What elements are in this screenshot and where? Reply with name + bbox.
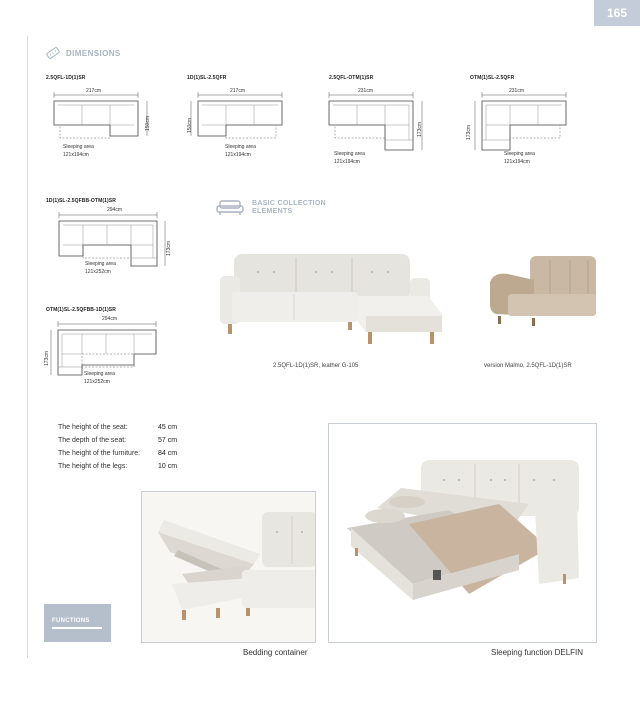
sleeping-area-size: 121x194cm [334, 159, 360, 165]
spec-value: 45 cm [158, 424, 178, 431]
functions-label: FUNCTIONS [52, 617, 90, 624]
sleeping-area-text: Sleeping area [84, 371, 115, 377]
sleeping-area-label [334, 150, 365, 166]
dimension-depth: 150cm [145, 115, 151, 131]
malmo-sofa-photo [488, 254, 596, 334]
sleeping-area-label [63, 143, 94, 159]
spec-label: The height of the seat: [58, 424, 128, 431]
sleeping-area-size: 121x194cm [225, 152, 251, 158]
diagram-1d1sl-2-5qfbb-otm1sr [55, 208, 180, 288]
bedding-container-image [142, 492, 315, 642]
diagram-title: 1D(1)SL-2.5QFBB-OTM(1)SR [46, 198, 116, 204]
page-number: 165 [594, 0, 640, 26]
sleeping-area-size: 121x194cm [63, 152, 89, 158]
diagram-title: 2.5QFL-OTM(1)SR [329, 75, 374, 81]
dimension-depth: 173cm [166, 240, 172, 256]
spec-value: 10 cm [158, 463, 178, 470]
basic-collection-header [216, 199, 326, 217]
dimension-width: 294cm [107, 207, 123, 213]
corner-sofa-photo [218, 250, 444, 358]
sleeping-area-label [84, 370, 115, 386]
sleeping-area-label [225, 143, 256, 159]
spec-label: The height of the legs: [58, 463, 128, 470]
diagram-title: OTM(1)SL-2.5QFR [470, 75, 515, 81]
bedding-container-photo [141, 491, 316, 643]
dimension-depth: 173cm [44, 350, 50, 366]
caption-sleeping: Sleeping function DELFIN [491, 648, 584, 657]
dimension-depth: 173cm [466, 124, 472, 140]
sleeping-area-text: Sleeping area [504, 151, 535, 157]
spec-row [58, 434, 177, 447]
spec-row [58, 460, 177, 473]
dimension-width: 294cm [102, 316, 118, 322]
basic-collection-line1: BASIC COLLECTION [252, 200, 327, 207]
spec-value: 57 cm [158, 437, 178, 444]
ruler-icon [46, 46, 60, 60]
sofa-icon [216, 199, 244, 217]
sleeping-area-size: 121x252cm [85, 269, 111, 275]
spec-label: The height of the furniture: [58, 450, 141, 457]
spec-label: The depth of the seat: [58, 437, 127, 444]
specifications [58, 421, 177, 473]
dimension-width: 217cm [86, 88, 102, 94]
dimension-depth: 150cm [187, 117, 193, 133]
caption-bedding: Bedding container [243, 648, 308, 657]
sleeping-area-label [504, 150, 535, 166]
functions-underline [52, 627, 102, 629]
sleeping-area-size: 121x252cm [84, 379, 110, 385]
dimensions-header [46, 46, 121, 60]
sleeping-function-photo [328, 423, 597, 643]
caption-sofa-version: version Malmo, 2.5QFL-1D(1)SR [484, 363, 572, 369]
functions-badge [44, 604, 111, 642]
diagram-title: 2.5QFL-1D(1)SR [46, 75, 86, 81]
sleeping-area-text: Sleeping area [85, 261, 116, 267]
spec-row [58, 447, 177, 460]
sleeping-area-label [85, 260, 116, 276]
sleeping-area-text: Sleeping area [334, 151, 365, 157]
dimension-width: 217cm [230, 88, 246, 94]
sleeping-area-text: Sleeping area [225, 144, 256, 150]
spec-row [58, 421, 177, 434]
sleeping-area-text: Sleeping area [63, 144, 94, 150]
left-rule [27, 36, 28, 658]
spec-value: 84 cm [158, 450, 178, 457]
dimension-depth: 173cm [417, 121, 423, 137]
dimension-width: 231cm [509, 88, 525, 94]
sleeping-function-image [329, 424, 596, 642]
diagram-title: OTM(1)SL-2.5QFBB-1D(1)SR [46, 307, 116, 313]
dimensions-title: DIMENSIONS [66, 48, 121, 58]
dimension-width: 231cm [358, 88, 374, 94]
basic-collection-line2: ELEMENTS [252, 208, 293, 215]
diagram-title: 1D(1)SL-2.5QFR [187, 75, 227, 81]
sleeping-area-size: 121x194cm [504, 159, 530, 165]
caption-sofa-main: 2.5QFL-1D(1)SR, leather G-105 [273, 363, 359, 369]
